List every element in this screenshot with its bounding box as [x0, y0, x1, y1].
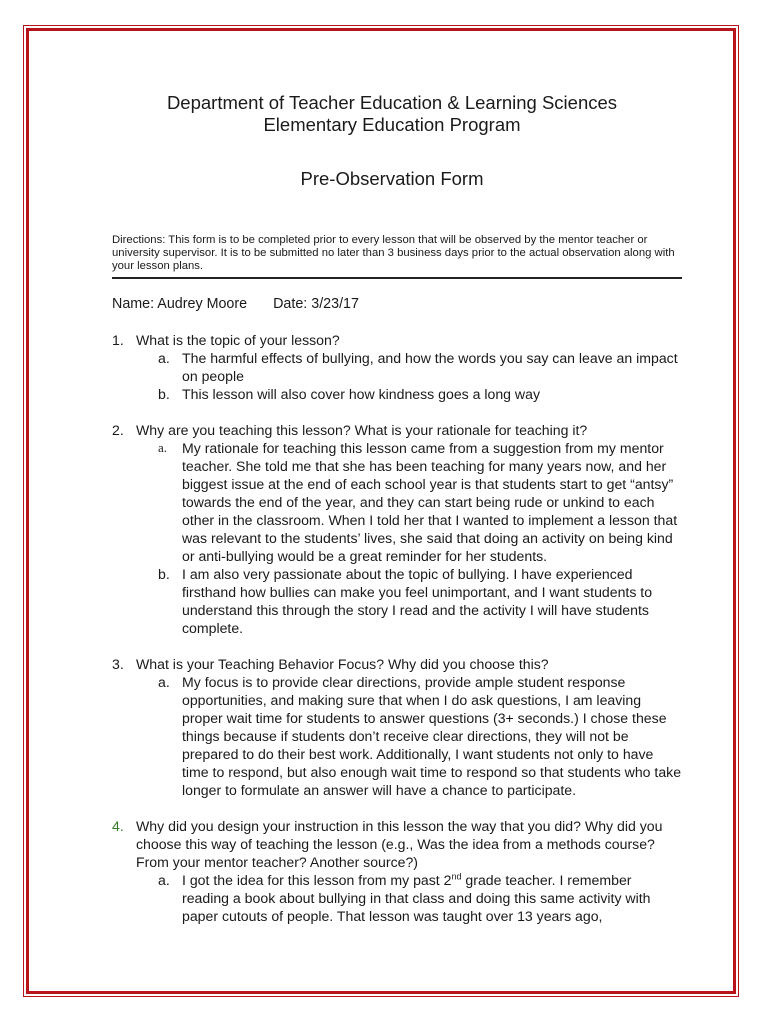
answer-text: The harmful effects of bullying, and how the words you say can leave an impact on people [182, 350, 678, 384]
name-date-line [112, 295, 682, 313]
answer-3a [112, 673, 682, 799]
answer-label: a. [158, 350, 170, 366]
answer-text [182, 871, 682, 925]
question-number: 2. [112, 422, 124, 438]
answer-label: b. [158, 566, 170, 582]
answer-1a [112, 349, 682, 385]
answer-label: a. [158, 872, 170, 888]
question-text: What is your Teaching Behavior Focus? Why did you choose this? [136, 656, 549, 672]
directions-text: Directions: This form is to be completed prior to every lesson that will be observed by the mentor teacher or university supervisor. It is to be submitted no later than 3 business days prior to the actual observation along with your lesson plans. [112, 234, 675, 272]
answer-2a [112, 439, 682, 565]
answer-text: This lesson will also cover how kindness goes a long way [182, 386, 541, 402]
answer-text: My focus is to provide clear directions, provide ample student response opportunities, and making sure that when I do ask questions, I am leaving proper wait time for students to answer questions (3+ seconds.) I chose these things because if students don’t receive clear directions, they will not be prepared to do their best work. Additionally, I want students not only to have time to respond, but also enough wait time to respond so that students who take longer to formulate an answer will have a chance to participate. [182, 674, 682, 798]
department-title: Department of Teacher Education & Learning Sciences [166, 92, 618, 113]
form-content [112, 92, 682, 925]
question-3 [112, 655, 682, 673]
question-number: 1. [112, 332, 124, 348]
question-number: 3. [112, 656, 124, 672]
question-text: Why are you teaching this lesson? What is your rationale for teaching it? [136, 422, 588, 438]
divider [112, 277, 682, 279]
answer-label: b. [158, 386, 170, 402]
form-date: Date: 3/23/17 [273, 296, 359, 312]
answer-1b [112, 385, 682, 403]
answer-2b [112, 565, 682, 637]
form-header [92, 92, 692, 190]
answer-label: a. [158, 440, 168, 455]
question-2 [112, 421, 682, 439]
answer-4a [112, 871, 682, 925]
question-text: Why did you design your instruction in this lesson the way that you did? Why did you choose this way of teaching the lesson (e.g., Was the idea from a methods course? From your mentor teacher? Another source?) [136, 818, 663, 870]
answer-text-end: grade teacher. I remember reading a book about bullying in that class and doing this same activity with paper cutouts of people. That lesson was taught over 13 years ago, [182, 872, 651, 924]
question-number: 4. [112, 818, 124, 834]
program-title: Elementary Education Program [263, 114, 521, 135]
question-1 [112, 331, 682, 349]
answer-text: I am also very passionate about the topic of bullying. I have experienced firsthand how bullies can make you feel unimportant, and I want students to understand this through the story I read and the activity I will have students complete. [182, 566, 653, 636]
answer-label: a. [158, 674, 170, 690]
student-name: Name: Audrey Moore [112, 296, 248, 312]
question-4 [112, 817, 682, 871]
answer-text-start: I got the idea for this lesson from my past 2 [182, 872, 452, 888]
answer-text: My rationale for teaching this lesson came from a suggestion from my mentor teacher. She told me that she has been teaching for many years now, and her biggest issue at the end of each school year is that students start to get “antsy” towards the end of the year, and they can start being rude or unkind to each other in the classroom. When I told her that I wanted to implement a lesson that was relevant to the students’ lives, she said that doing an activity on being kind or anti-bullying would be a great reminder for her students. [182, 440, 678, 564]
ordinal-suffix: nd [451, 871, 462, 882]
question-text: What is the topic of your lesson? [136, 332, 340, 348]
form-title: Pre-Observation Form [300, 168, 484, 189]
